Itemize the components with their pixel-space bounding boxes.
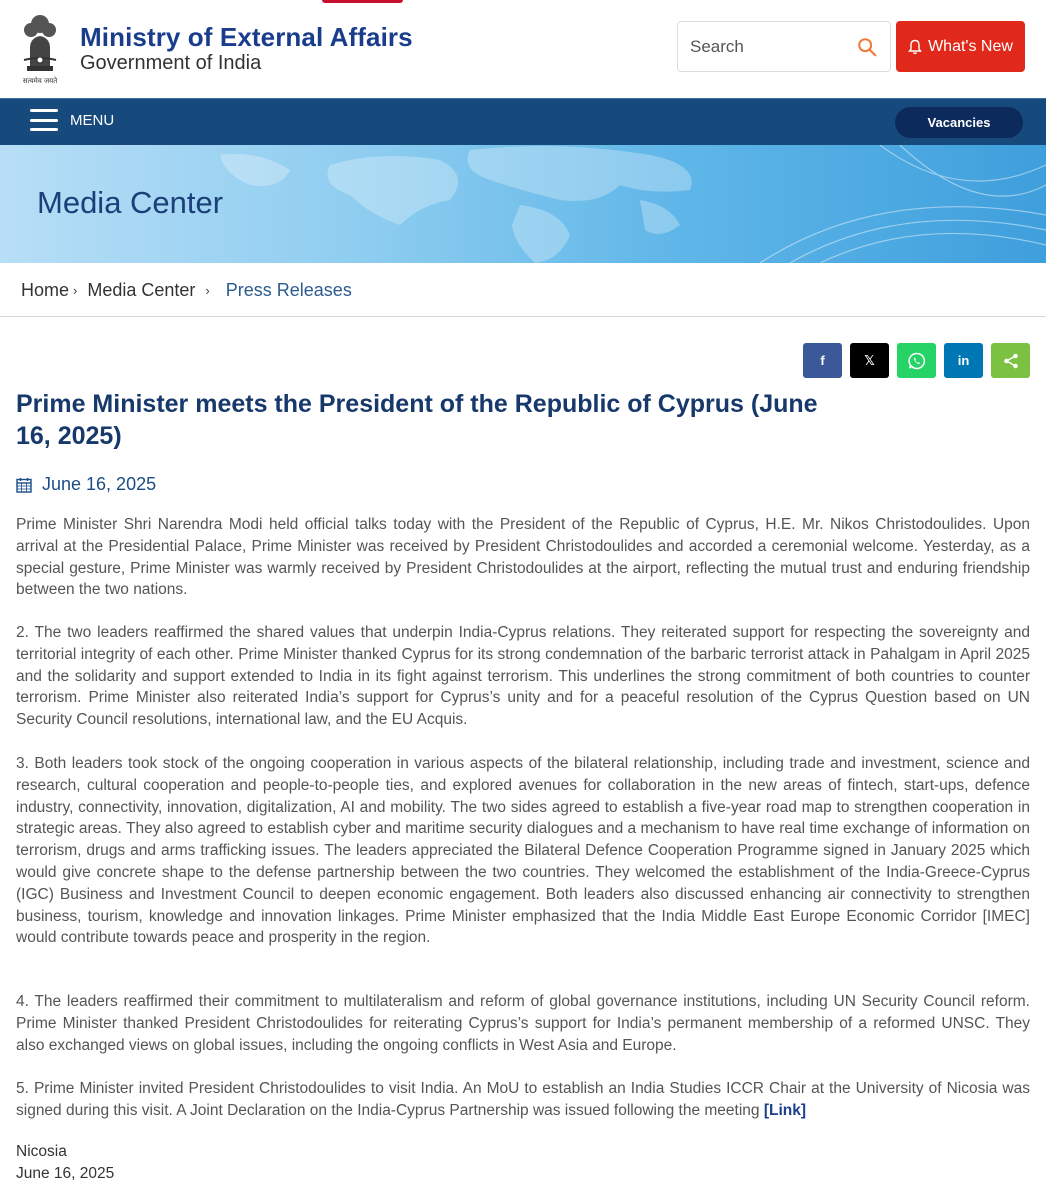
bell-icon [908,39,922,55]
linkedin-icon: in [957,353,970,368]
share-whatsapp-button[interactable] [897,343,936,378]
search-box[interactable] [677,21,891,72]
article-paragraph [16,1078,1030,1122]
article-place: Nicosia [16,1143,67,1160]
article-sign-date: June 16, 2025 [16,1165,115,1182]
article-paragraph: 2. The two leaders reaffirmed the shared values that underpin India-Cyprus relations. They reiterated support for respecting the sovereignty and territorial integrity of each other. Prime Minister thanked Cyprus for its strong condemnation of the barbaric terrorist attack in Pahalgam in April 2025 and the solidarity and support extended to India in its fight against terrorism. This underlines the strong commitment of both countries to counter terrorism. Prime Minister also reiterated India’s support for Cyprus’s unity and for a peaceful resolution of the Cyprus Question based on UN Security Council resolutions, international law, and the EU Acquis. [16,624,1030,729]
share-facebook-button[interactable] [803,343,842,378]
site-title[interactable]: Ministry of External Affairs [80,22,413,52]
whatsapp-icon [908,352,926,370]
breadcrumb-separator: › [73,283,78,298]
banner-title: Media Center [37,185,224,220]
emblem-motto: सत्यमेव जयते [22,77,58,85]
hamburger-icon [30,109,58,131]
site-header [0,0,1046,98]
article-paragraph: 4. The leaders reaffirmed their commitment to multilateralism and reform of global governance institutions, including UN Security Council reform. Prime Minister thanked President Christodoulides for reiterating Cyprus’s support for India’s permanent membership of a reformed UNSC. They also exchanged views on global issues, including the ongoing conflicts in West Asia and Europe. [16,993,1030,1054]
breadcrumb-current: Press Releases [225,280,352,300]
breadcrumb-home[interactable]: Home [21,280,70,300]
article-date [16,474,156,495]
divider [0,316,1046,317]
joint-declaration-link[interactable]: [Link] [763,1101,807,1119]
search-input[interactable] [690,37,850,57]
breadcrumb-media-center[interactable]: Media Center [87,280,196,300]
breadcrumb [21,280,352,301]
article-date-text: June 16, 2025 [42,474,157,494]
article-paragraph: 3. Both leaders took stock of the ongoing cooperation in various aspects of the bilateral relationship, including trade and investment, science and research, cultural cooperation and people-to-people ties, and explored avenues for collaboration in the new areas of fintech, start-ups, defence industry, connectivity, innovation, digitalization, AI and mobility. The two sides agreed to establish a five-year road map to strengthen cooperation in strategic areas. They also agreed to establish cyber and maritime security dialogues and a mechanism to have real time exchange of information on terrorism, drugs and arms trafficking issues. The leaders appreciated the Bilateral Defence Cooperation Programme signed in January 2025 which would give concrete shape to the defense partnership between the two countries. They welcomed the establishment of the India-Greece-Cyprus (IGC) Business and Investment Council to deepen economic engagement. Both leaders also discussed enhancing air connectivity to strengthen business, tourism, knowledge and innovation linkages. Prime Minister emphasized that the India Middle East Europe Economic Corridor [IMEC] would contribute towards peace and prosperity in the region. [16,755,1030,947]
whats-new-label: What's New [928,37,1013,55]
share-icon [1003,353,1019,369]
article-title: Prime Minister meets the President of the Republic of Cyprus (June 16, 2025) [16,390,818,450]
x-icon: 𝕏 [864,352,875,368]
article-paragraph-text: 5. Prime Minister invited President Christodoulides to visit India. An MoU to establish an India Studies ICCR Chair at the University of Nicosia was signed during this visit. A Joint Declaration on the India-Cyprus Partnership was issued following the meeting [16,1080,1030,1119]
breadcrumb-separator: › [205,283,210,298]
menu-button[interactable] [30,109,114,131]
article-paragraph: Prime Minister Shri Narendra Modi held official talks today with the President of the Republic of Cyprus, H.E. Mr. Nikos Christodoulides. Upon arrival at the Presidential Palace, Prime Minister was received by President Christodoulides and accorded a ceremonial welcome. Yesterday, as a special gesture, Prime Minister was warmly received by President Christodoulides at the airport, reflecting the mutual trust and enduring friendship between the two nations. [16,516,1030,599]
menu-label: MENU [70,111,115,129]
page-banner [0,145,1046,263]
whats-new-button[interactable] [896,21,1025,72]
vacancies-button[interactable]: Vacancies [895,107,1023,138]
share-linkedin-button[interactable] [944,343,983,378]
share-more-button[interactable] [991,343,1030,378]
share-x-button[interactable] [850,343,889,378]
calendar-icon [16,477,32,493]
site-subtitle: Government of India [80,52,262,74]
facebook-icon: f [820,353,825,368]
main-navbar [0,98,1046,145]
search-icon[interactable] [856,36,878,58]
top-tab-indicator[interactable] [322,0,403,3]
national-emblem-icon[interactable] [14,8,66,88]
